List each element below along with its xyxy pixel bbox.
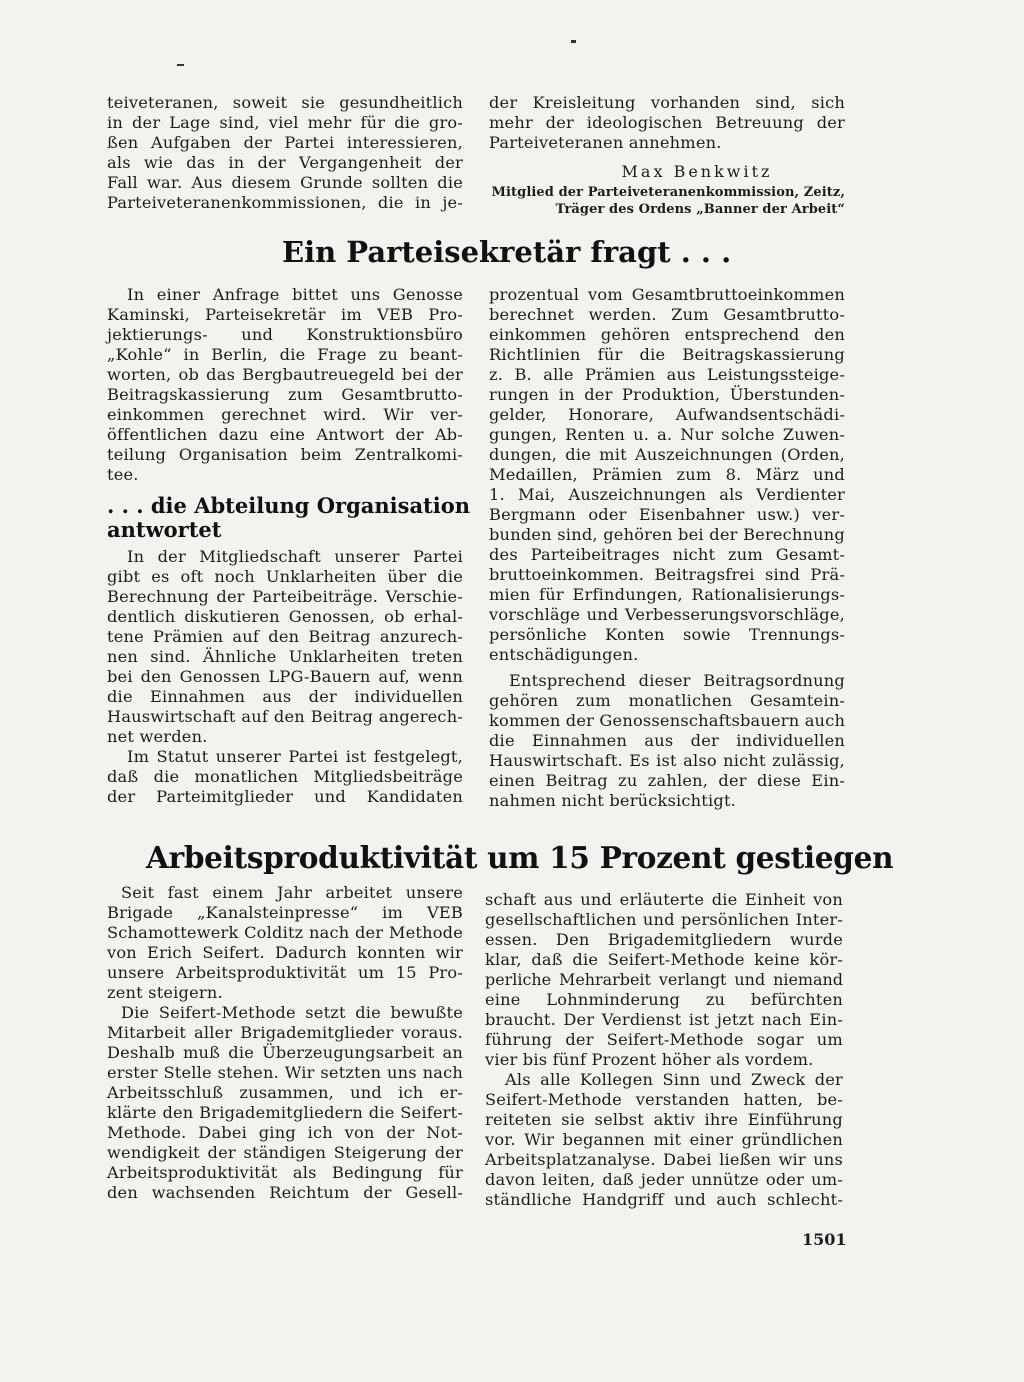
text-line: tene Prämien auf den Beitrag anzurech- (107, 627, 463, 646)
text-line: Medaillen, Prämien zum 8. März und (489, 465, 845, 484)
text-line: prozentual vom Gesamtbruttoeinkommen (489, 285, 845, 304)
text-line: gelder, Honorare, Aufwandsentschädi- (489, 405, 845, 424)
text-line: schaft aus und erläuterte die Einheit von (485, 890, 843, 909)
text-line: wendigkeit der ständigen Steigerung der (107, 1143, 463, 1162)
text-line: erster Stelle stehen. Wir setzten uns nach (107, 1063, 463, 1082)
text-line: unsere Arbeitsproduktivität um 15 Pro- (107, 963, 463, 982)
text-line: einen Beitrag zu zahlen, der diese Ein- (489, 771, 845, 790)
text-line: dentlich diskutieren Genossen, ob erhal- (107, 607, 463, 626)
text-line: ständliche Handgriff und auch schlecht- (485, 1190, 843, 1209)
author-name: Max Benkwitz (621, 162, 773, 181)
text-line: ßen Aufgaben der Partei interessieren, (107, 133, 463, 152)
text-line: nahmen nicht berücksichtigt. (489, 791, 736, 810)
text-line: der Kreisleitung vorhanden sind, sich (489, 93, 845, 112)
text-line: 1. Mai, Auszeichnungen als Verdienter (489, 485, 845, 504)
text-line: gehören zum monatlichen Gesamtein- (489, 691, 845, 710)
text-line: bunden sind, gehören bei der Berechnung (489, 525, 845, 544)
text-line: mien für Erfindungen, Rationalisierungs- (489, 585, 845, 604)
article-subheading: . . . die Abteilung Organisation (107, 493, 470, 518)
text-line: vier bis fünf Prozent höher als vordem. (485, 1050, 814, 1069)
text-line: tee. (107, 465, 139, 484)
text-line: Parteiveteranen annehmen. (489, 133, 722, 152)
text-line: Methode. Dabei ging ich von der Not- (107, 1123, 463, 1142)
text-line: zent steigern. (107, 983, 223, 1002)
text-line: dungen, die mit Auszeichnungen (Orden, (489, 445, 845, 464)
article-headline: Arbeitsproduktivität um 15 Prozent gestiegen (146, 840, 894, 875)
text-line: teilung Organisation beim Zentralkomi- (107, 445, 463, 464)
text-line: berechnet werden. Zum Gesamtbrutto- (489, 305, 845, 324)
text-line: den wachsenden Reichtum der Gesell- (107, 1183, 463, 1202)
text-line: Hauswirtschaft. Es ist also nicht zulässig, (489, 751, 845, 770)
text-line: z. B. alle Prämien aus Leistungssteige- (489, 365, 845, 384)
text-line: Berechnung der Parteibeiträge. Verschie- (107, 587, 463, 606)
text-line: klärte den Brigademitgliedern die Seifert- (107, 1103, 463, 1122)
text-line: Parteiveteranenkommissionen, die in je- (107, 193, 463, 212)
text-line: jektierungs- und Konstruktionsbüro (107, 325, 463, 344)
text-line: In einer Anfrage bittet uns Genosse (127, 285, 463, 304)
text-line: In der Mitgliedschaft unserer Partei (127, 547, 463, 566)
text-line: Hauswirtschaft auf den Beitrag angerech- (107, 707, 463, 726)
text-line: als wie das in der Vergangenheit der (107, 153, 463, 172)
text-line: Arbeitsschluß zusammen, und ich er- (107, 1083, 463, 1102)
text-line: „Kohle“ in Berlin, die Frage zu beant- (107, 345, 463, 364)
text-line: die Einnahmen aus der individuellen (489, 731, 845, 750)
text-line: öffentlichen dazu eine Antwort der Ab- (107, 425, 463, 444)
article-subheading: antwortet (107, 517, 222, 542)
text-line: Seifert-Methode verstanden hatten, be- (485, 1090, 843, 1109)
text-line: Als alle Kollegen Sinn und Zweck der (505, 1070, 843, 1089)
text-line: Entsprechend dieser Beitragsordnung (509, 671, 845, 690)
text-line: worten, ob das Bergbautreuegeld bei der (107, 365, 463, 384)
text-line: gibt es oft noch Unklarheiten über die (107, 567, 463, 586)
text-line: Im Statut unserer Partei ist festgelegt, (127, 747, 463, 766)
text-line: Mitarbeit aller Brigademitglieder voraus. (107, 1023, 463, 1042)
text-line: Schamottewerk Colditz nach der Methode (107, 923, 463, 942)
text-line: der Parteimitglieder und Kandidaten (107, 787, 463, 806)
text-line: einkommen gerechnet wird. Wir ver- (107, 405, 463, 424)
text-line: perliche Mehrarbeit verlangt und niemand (485, 970, 843, 989)
text-line: klar, daß die Seifert-Methode keine kör- (485, 950, 843, 969)
text-line: Richtlinien für die Beitragskassierung (489, 345, 845, 364)
text-line: Fall war. Aus diesem Grunde sollten die (107, 173, 463, 192)
text-line: in der Lage sind, viel mehr für die gro- (107, 113, 463, 132)
text-line: kommen der Genossenschaftsbauern auch (489, 711, 846, 730)
text-line: rungen in der Produktion, Überstunden- (489, 385, 845, 404)
text-line: essen. Den Brigademitgliedern wurde (485, 930, 843, 949)
author-credit: Träger des Ordens „Banner der Arbeit“ (555, 202, 845, 217)
text-line: Seit fast einem Jahr arbeitet unsere (121, 883, 463, 902)
text-line: eine Lohnminderung zu befürchten (485, 990, 843, 1009)
text-line: Brigade „Kanalsteinpresse“ im VEB (107, 903, 463, 922)
text-line: führung der Seifert-Methode sogar um (485, 1030, 843, 1049)
text-line: die Einnahmen aus der individuellen (107, 687, 463, 706)
text-line: davon leiten, daß jeder unnütze oder um- (485, 1170, 843, 1189)
text-line: nen sind. Ähnliche Unklarheiten treten (107, 647, 463, 666)
text-line: daß die monatlichen Mitgliedsbeiträge (107, 767, 463, 786)
scan-mark (177, 64, 184, 66)
text-line: braucht. Der Verdienst ist jetzt nach Ein- (485, 1010, 843, 1029)
text-line: Die Seifert-Methode setzt die bewußte (121, 1003, 463, 1022)
text-line: bruttoeinkommen. Beitragsfrei sind Prä- (489, 565, 845, 584)
text-line: bei den Genossen LPG-Bauern auf, wenn (107, 667, 463, 686)
text-line: Deshalb muß die Überzeugungsarbeit an (107, 1043, 463, 1062)
text-line: net werden. (107, 727, 208, 746)
text-line: Bergmann oder Eisenbahner usw.) ver- (489, 505, 845, 524)
text-line: Kaminski, Parteisekretär im VEB Pro- (107, 305, 463, 324)
article-headline: Ein Parteisekretär fragt . . . (282, 235, 732, 269)
text-line: Arbeitsproduktivität als Bedingung für (107, 1163, 463, 1182)
text-line: einkommen gehören entsprechend den (489, 325, 845, 344)
text-line: Arbeitsplatzanalyse. Dabei ließen wir uns (485, 1150, 843, 1169)
text-line: des Parteibeitrages nicht zum Gesamt- (489, 545, 845, 564)
text-line: teiveteranen, soweit sie gesundheitlich (107, 93, 463, 112)
text-line: reiteten sie selbst aktiv ihre Einführung (485, 1110, 843, 1129)
text-line: gesellschaftlichen und persönlichen Inter- (485, 910, 843, 929)
text-line: vor. Wir begannen mit einer gründlichen (485, 1130, 843, 1149)
text-line: gungen, Renten u. a. Nur solche Zuwen- (489, 425, 845, 444)
page-number: 1501 (802, 1230, 847, 1249)
text-line: persönliche Konten sowie Trennungs- (489, 625, 845, 644)
text-line: Beitragskassierung zum Gesamtbrutto- (107, 385, 463, 404)
author-credit: Mitglied der Parteiveteranenkommission, Zeitz, (491, 185, 845, 200)
text-line: mehr der ideologischen Betreuung der (489, 113, 845, 132)
text-line: vorschläge und Verbesserungsvorschläge, (489, 605, 845, 624)
text-line: entschädigungen. (489, 645, 639, 664)
text-line: von Erich Seifert. Dadurch konnten wir (107, 943, 463, 962)
scan-mark (571, 40, 576, 43)
